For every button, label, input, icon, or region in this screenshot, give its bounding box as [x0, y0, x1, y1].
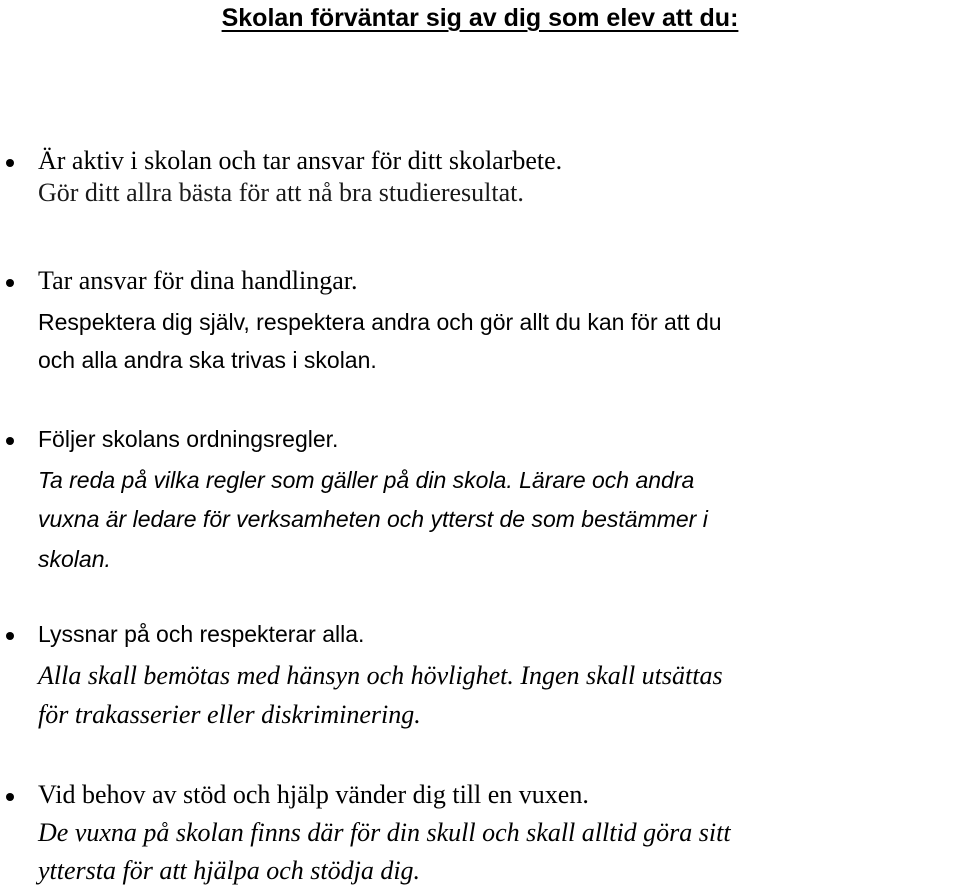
- item-heading: Tar ansvar för dina handlingar.: [38, 266, 358, 295]
- item-text-line: Gör ditt allra bästa för att nå bra studieresultat.: [38, 178, 524, 207]
- bullet-icon: [6, 437, 18, 449]
- item-heading: Följer skolans ordningsregler.: [38, 426, 339, 452]
- item-text-line: yttersta för att hjälpa och stödja dig.: [38, 856, 421, 885]
- bullet-icon: [6, 279, 18, 291]
- item-heading: Är aktiv i skolan och tar ansvar för ditt skolarbete.: [38, 146, 563, 175]
- item-text-line: Alla skall bemötas med hänsyn och hövlighet. Ingen skall utsättas: [38, 661, 723, 690]
- item-heading: Lyssnar på och respekterar alla.: [38, 621, 365, 647]
- item-text-line: Ta reda på vilka regler som gäller på din skola. Lärare och andra: [38, 467, 695, 493]
- item-text-line: vuxna är ledare för verksamheten och ytterst de som bestämmer i: [38, 506, 708, 532]
- item-text-line: De vuxna på skolan finns där för din skull och skall alltid göra sitt: [38, 818, 731, 847]
- bullet-icon: [6, 159, 18, 171]
- item-text-line: skolan.: [38, 546, 111, 572]
- item-heading: Vid behov av stöd och hjälp vänder dig till en vuxen.: [38, 780, 589, 809]
- bullet-icon: [6, 793, 18, 805]
- item-text-line: Respektera dig själv, respektera andra och gör allt du kan för att du: [38, 309, 722, 335]
- bullet-icon: [6, 632, 18, 644]
- page-title: Skolan förväntar sig av dig som elev att du:: [221, 4, 739, 32]
- item-text-line: för trakasserier eller diskriminering.: [38, 700, 421, 729]
- item-text-line: och alla andra ska trivas i skolan.: [38, 347, 377, 373]
